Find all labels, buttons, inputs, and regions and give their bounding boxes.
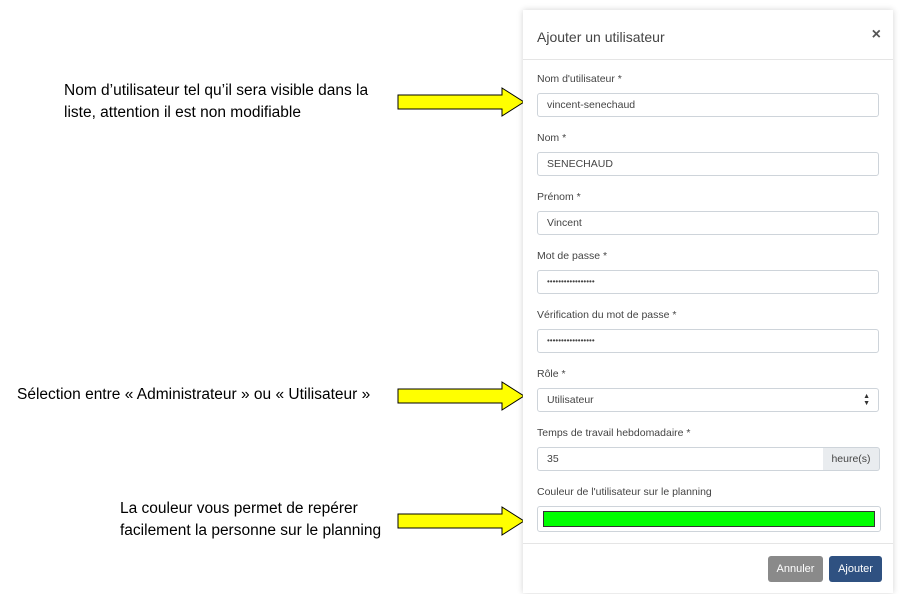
- select-arrows-icon: ▲ ▼: [863, 393, 870, 407]
- firstname-input[interactable]: Vincent: [537, 211, 879, 235]
- annotation-color-line2: facilement la personne sur le planning: [120, 522, 382, 539]
- firstname-label: Prénom *: [537, 191, 581, 203]
- username-label: Nom d'utilisateur *: [537, 73, 622, 85]
- password-confirm-label: Vérification du mot de passe *: [537, 309, 677, 321]
- role-label: Rôle *: [537, 368, 566, 380]
- role-select-value: Utilisateur: [547, 394, 594, 406]
- password-confirm-input[interactable]: •••••••••••••••••: [537, 329, 879, 353]
- lastname-input[interactable]: SENECHAUD: [537, 152, 879, 176]
- username-input[interactable]: vincent-senechaud: [537, 93, 879, 117]
- close-icon[interactable]: ×: [871, 26, 881, 43]
- arrow-username-icon: [396, 86, 528, 118]
- annotation-username-line1: Nom d’utilisateur tel qu’il sera visible dans la: [64, 82, 369, 99]
- arrow-role-icon: [396, 380, 528, 412]
- annotation-username: [64, 80, 368, 124]
- cancel-button[interactable]: Annuler: [768, 556, 823, 582]
- add-button[interactable]: Ajouter: [829, 556, 882, 582]
- lastname-label: Nom *: [537, 132, 567, 144]
- weekly-hours-unit: heure(s): [823, 447, 880, 471]
- color-picker[interactable]: [537, 506, 881, 532]
- modal-title: Ajouter un utilisateur: [537, 29, 665, 45]
- arrow-color-icon: [396, 505, 528, 537]
- add-user-modal: [523, 10, 893, 593]
- annotation-role: Sélection entre « Administrateur » ou « Utilisateur »: [17, 386, 371, 403]
- password-label: Mot de passe *: [537, 250, 608, 262]
- role-select[interactable]: [537, 388, 879, 412]
- modal-header: [523, 10, 893, 60]
- weekly-hours-input[interactable]: 35: [537, 447, 824, 471]
- weekly-hours-label: Temps de travail hebdomadaire *: [537, 427, 691, 439]
- annotation-color-line1: La couleur vous permet de repérer: [120, 500, 358, 517]
- annotation-username-line2: liste, attention il est non modifiable: [64, 104, 301, 121]
- color-swatch: [543, 511, 875, 527]
- annotation-color: [120, 498, 381, 542]
- password-input[interactable]: •••••••••••••••••: [537, 270, 879, 294]
- color-label: Couleur de l'utilisateur sur le planning: [537, 486, 712, 498]
- modal-footer: [523, 543, 893, 594]
